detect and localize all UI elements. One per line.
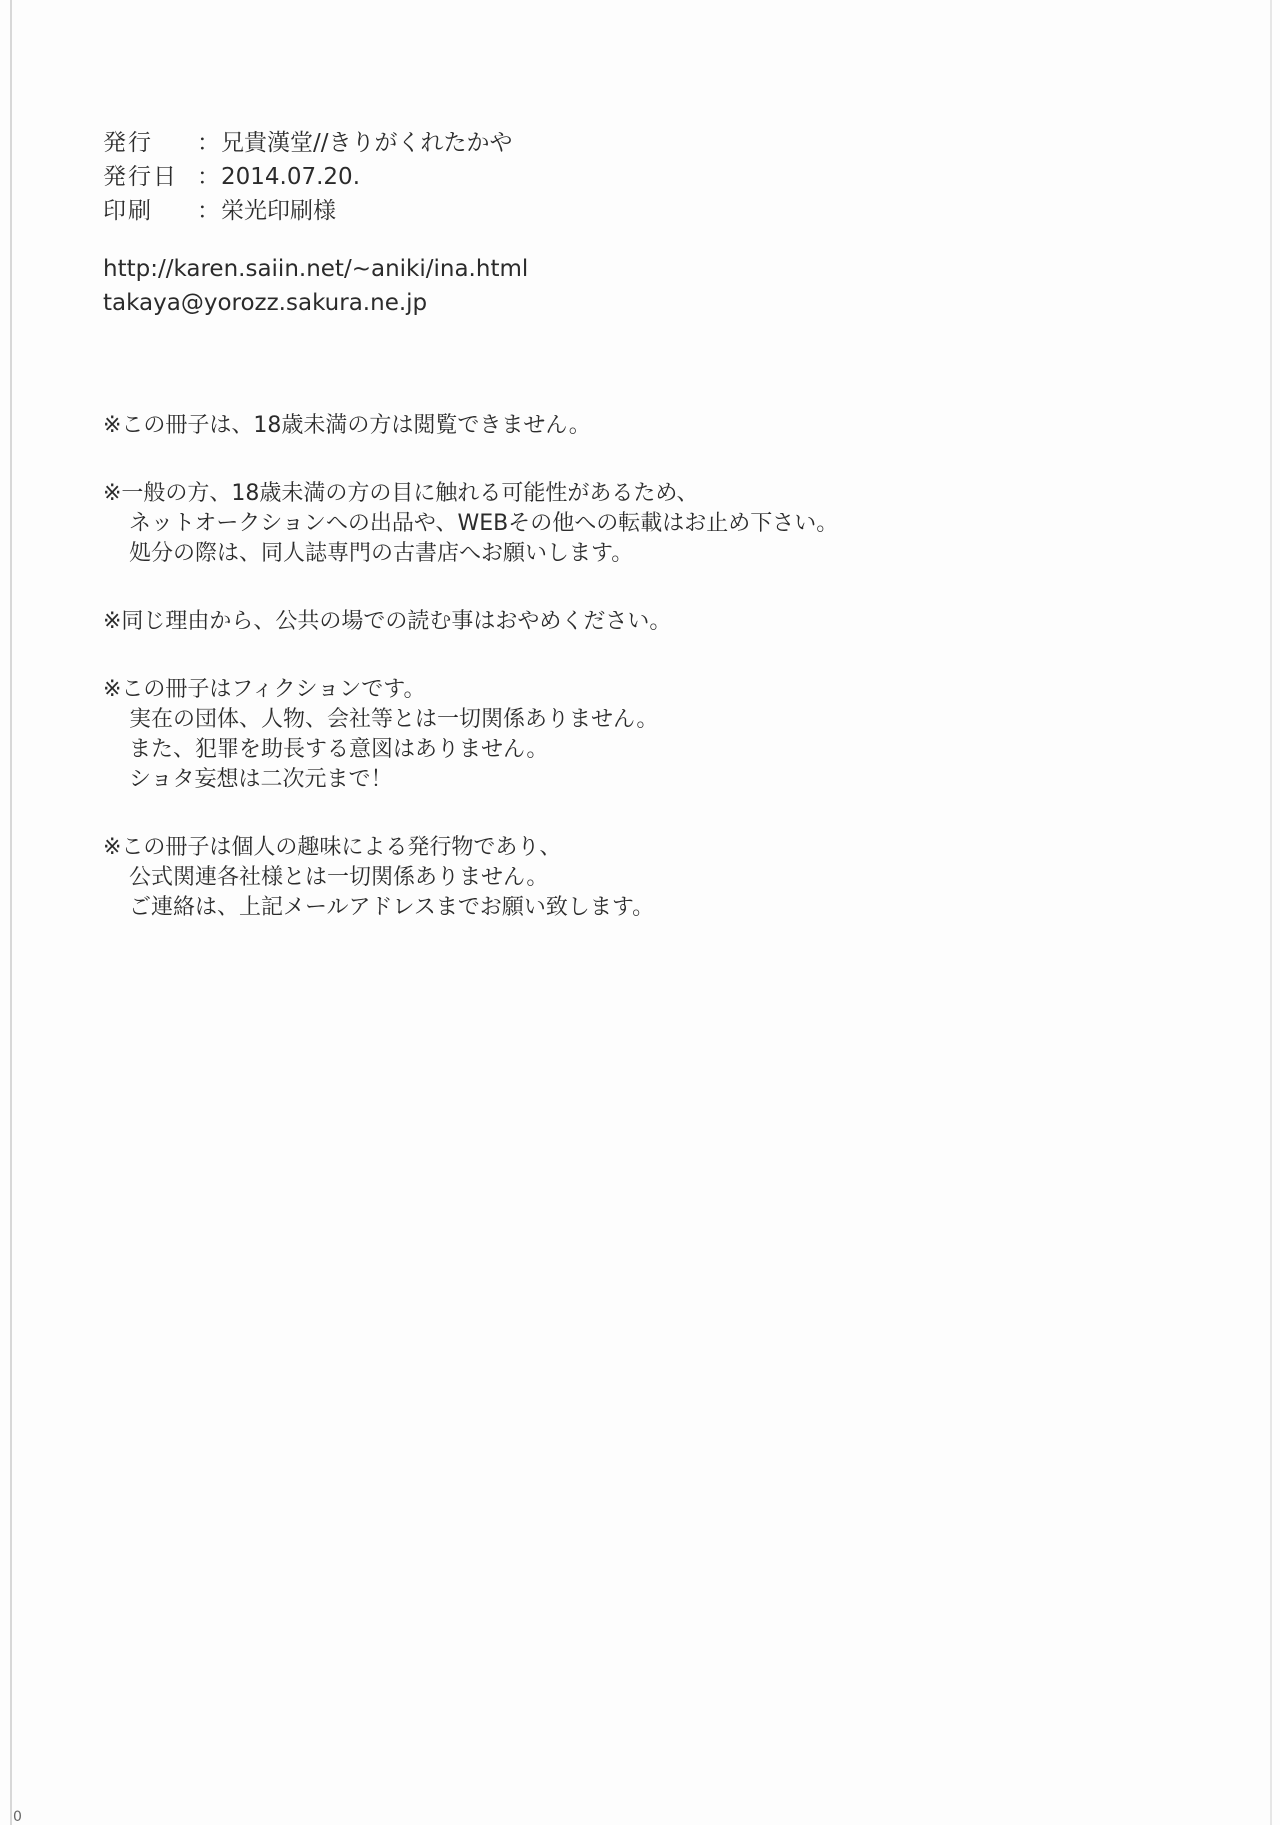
notice-line: ショタ妄想は二次元まで！ [129, 767, 393, 792]
notice-line: 公式関連各社様とは一切関係ありません。 [129, 865, 549, 890]
date-label: 発行日 [103, 164, 178, 190]
publisher-label: 発行 [103, 130, 153, 156]
publisher-separator: ： [197, 130, 220, 156]
notice-fiction [103, 675, 838, 795]
colophon [103, 126, 513, 228]
website-url: http://karen.saiin.net/~aniki/ina.html [103, 256, 529, 282]
colophon-printer-row [103, 194, 513, 228]
notice-line: 実在の団体、人物、会社等とは一切関係ありません。 [129, 707, 659, 732]
notice-line: ※この冊子はフィクションです。 [103, 677, 426, 702]
page-edge-left [10, 0, 12, 1825]
notice-line: ※この冊子は個人の趣味による発行物であり、 [103, 835, 562, 860]
printer-value: 栄光印刷様 [221, 198, 336, 224]
notice-line: また、犯罪を助長する意図はありません。 [129, 737, 549, 762]
notices [103, 411, 838, 961]
contact-email: takaya@yorozz.sakura.ne.jp [103, 290, 428, 316]
notice-line: ご連絡は、上記メールアドレスまでお願い致します。 [129, 895, 655, 920]
notice-public-reading [103, 607, 838, 637]
notice-resale [103, 479, 838, 569]
date-separator: ： [197, 164, 220, 190]
date-value: 2014.07.20. [221, 164, 360, 190]
notice-line: ※一般の方、18歳未満の方の目に触れる可能性があるため、 [103, 481, 699, 506]
page-number: 0 [13, 1809, 22, 1825]
notice-age-restriction [103, 411, 838, 441]
notice-line: ※同じ理由から、公共の場での読む事はおやめください。 [103, 609, 672, 634]
printer-label: 印刷 [103, 198, 153, 224]
notice-unofficial [103, 833, 838, 923]
publisher-value: 兄貴漢堂//きりがくれたかや [221, 130, 513, 156]
notice-line: ※この冊子は、18歳未満の方は閲覧できません。 [103, 413, 591, 438]
printer-separator: ： [197, 198, 220, 224]
page-edge-right [1270, 0, 1272, 1825]
colophon-date-row [103, 160, 513, 194]
notice-line: ネットオークションへの出品や、WEBその他への転載はお止め下さい。 [129, 511, 839, 536]
notice-line: 処分の際は、同人誌専門の古書店へお願いします。 [129, 541, 634, 566]
colophon-publisher-row [103, 126, 513, 160]
contacts [103, 252, 528, 320]
